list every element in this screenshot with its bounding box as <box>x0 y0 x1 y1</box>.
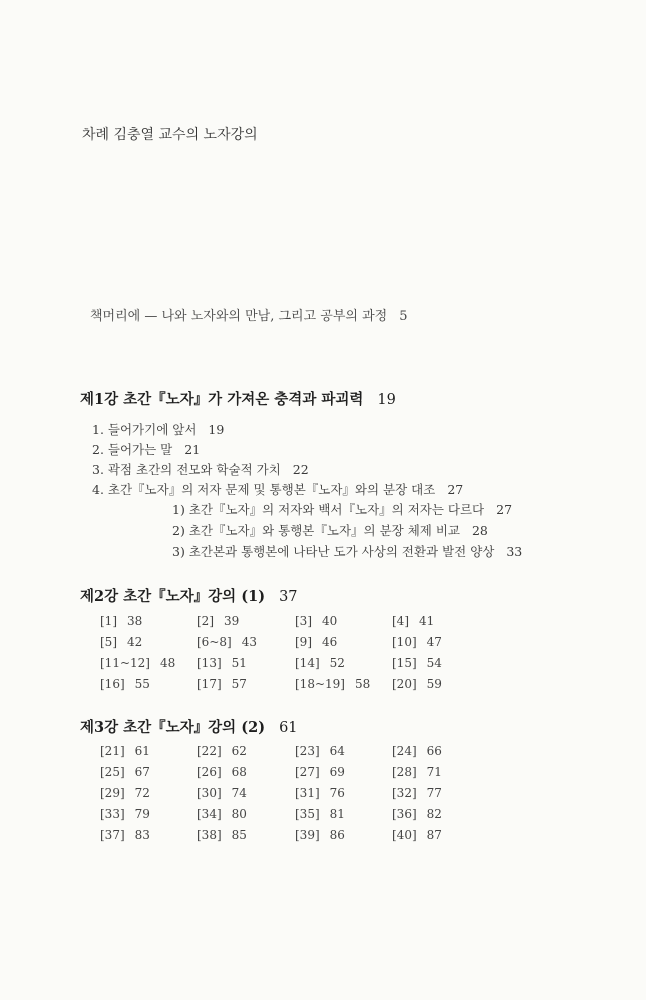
entry-key: [31] <box>295 786 320 800</box>
entry-key: [26] <box>197 765 222 779</box>
entry-key: [32] <box>392 786 417 800</box>
entry-page: 81 <box>329 807 345 821</box>
entry-page: 66 <box>426 744 442 758</box>
grid-entry[interactable] <box>392 828 442 842</box>
grid-entry[interactable] <box>295 677 370 691</box>
entry-page: 48 <box>159 656 176 670</box>
toc-item-label: 1) 초간『노자』의 저자와 백서『노자』의 저자는 다르다 <box>172 502 485 517</box>
entry-key: [3] <box>295 614 312 628</box>
entry-page: 39 <box>224 614 240 628</box>
grid-entry[interactable] <box>197 614 239 628</box>
entry-page: 61 <box>134 744 150 758</box>
entry-key: [25] <box>100 765 125 779</box>
entry-key: [5] <box>100 635 117 649</box>
grid-entry[interactable] <box>295 765 345 779</box>
lecture-title-text: 제3강 초간『노자』강의 (2) <box>80 719 266 736</box>
entry-page: 83 <box>134 828 150 842</box>
entry-page: 55 <box>134 677 150 691</box>
grid-entry[interactable] <box>295 656 345 670</box>
lecture-title-text: 제2강 초간『노자』강의 (1) <box>80 588 266 605</box>
entry-key: [36] <box>392 807 417 821</box>
grid-entry[interactable] <box>100 807 150 821</box>
entry-page: 57 <box>231 677 247 691</box>
toc-item-page: 27 <box>447 482 464 497</box>
entry-page: 67 <box>134 765 150 779</box>
toc-subitem[interactable] <box>172 500 512 518</box>
entry-page: 52 <box>329 656 345 670</box>
entry-page: 71 <box>426 765 442 779</box>
entry-key: [29] <box>100 786 125 800</box>
entry-page: 82 <box>426 807 442 821</box>
grid-entry[interactable] <box>392 635 442 649</box>
entry-key: [9] <box>295 635 312 649</box>
entry-page: 68 <box>231 765 247 779</box>
lecture-3-title[interactable] <box>80 716 298 737</box>
toc-item-page: 21 <box>184 442 201 457</box>
entry-page: 58 <box>354 677 371 691</box>
grid-entry[interactable] <box>100 828 150 842</box>
grid-entry[interactable] <box>295 807 345 821</box>
grid-entry[interactable] <box>392 786 442 800</box>
page-header: 차례 김충열 교수의 노자강의 <box>82 127 258 143</box>
entry-key: [11~12] <box>100 656 150 670</box>
grid-entry[interactable] <box>392 614 434 628</box>
entry-page: 42 <box>127 635 143 649</box>
entry-key: [28] <box>392 765 417 779</box>
entry-key: [35] <box>295 807 320 821</box>
entry-page: 72 <box>134 786 150 800</box>
entry-page: 69 <box>329 765 345 779</box>
grid-entry[interactable] <box>197 786 247 800</box>
entry-key: [40] <box>392 828 417 842</box>
grid-entry[interactable] <box>100 656 175 670</box>
grid-entry[interactable] <box>100 635 142 649</box>
grid-entry[interactable] <box>295 614 337 628</box>
grid-entry[interactable] <box>100 614 142 628</box>
toc-item-page: 19 <box>208 422 225 437</box>
grid-entry[interactable] <box>392 765 442 779</box>
preface-page: 5 <box>399 309 408 324</box>
entry-page: 40 <box>322 614 338 628</box>
grid-entry[interactable] <box>392 744 442 758</box>
entry-key: [2] <box>197 614 214 628</box>
entry-key: [13] <box>197 656 222 670</box>
lecture-1-title[interactable] <box>80 388 396 409</box>
entry-key: [10] <box>392 635 417 649</box>
lecture-page: 37 <box>279 589 298 605</box>
toc-item-label: 2. 들어가는 말 <box>92 442 173 457</box>
entry-key: [16] <box>100 677 125 691</box>
entry-key: [1] <box>100 614 117 628</box>
toc-item[interactable] <box>92 440 200 458</box>
grid-entry[interactable] <box>295 786 345 800</box>
preface-title: 책머리에 — 나와 노자와의 만남, 그리고 공부의 과정 <box>90 309 388 324</box>
entry-key: [17] <box>197 677 222 691</box>
toc-item-label: 1. 들어가기에 앞서 <box>92 422 197 437</box>
lecture-page: 61 <box>279 720 298 736</box>
entry-key: [21] <box>100 744 125 758</box>
entry-page: 38 <box>127 614 143 628</box>
entry-page: 87 <box>426 828 442 842</box>
entry-key: [34] <box>197 807 222 821</box>
entry-key: [14] <box>295 656 320 670</box>
grid-entry[interactable] <box>197 744 247 758</box>
toc-item-page: 27 <box>496 502 513 517</box>
toc-item-label: 3. 곽점 초간의 전모와 학술적 가치 <box>92 462 281 477</box>
entry-page: 51 <box>231 656 247 670</box>
entry-key: [20] <box>392 677 417 691</box>
toc-item-label: 3) 초간본과 통행본에 나타난 도가 사상의 전환과 발전 양상 <box>172 544 495 559</box>
entry-page: 54 <box>426 656 442 670</box>
grid-entry[interactable] <box>295 635 337 649</box>
grid-entry[interactable] <box>392 807 442 821</box>
toc-subitem[interactable] <box>172 521 488 539</box>
toc-subitem[interactable] <box>172 542 522 560</box>
grid-entry[interactable] <box>197 828 247 842</box>
entry-key: [37] <box>100 828 125 842</box>
preface-entry[interactable] <box>90 305 408 324</box>
grid-entry[interactable] <box>100 765 150 779</box>
entry-page: 64 <box>329 744 345 758</box>
toc-item[interactable] <box>92 480 463 498</box>
grid-entry[interactable] <box>100 677 150 691</box>
entry-page: 74 <box>231 786 247 800</box>
entry-page: 86 <box>329 828 345 842</box>
entry-page: 46 <box>322 635 338 649</box>
entry-page: 77 <box>426 786 442 800</box>
toc-item-label: 2) 초간『노자』와 통행본『노자』의 분장 체제 비교 <box>172 523 460 538</box>
grid-entry[interactable] <box>100 786 150 800</box>
grid-entry[interactable] <box>197 656 247 670</box>
toc-item-page: 22 <box>292 462 309 477</box>
entry-key: [23] <box>295 744 320 758</box>
grid-entry[interactable] <box>392 656 442 670</box>
entry-key: [33] <box>100 807 125 821</box>
lecture-title-text: 제1강 초간『노자』가 가져온 충격과 파괴력 <box>80 391 364 408</box>
entry-page: 76 <box>329 786 345 800</box>
grid-entry[interactable] <box>295 744 345 758</box>
toc-item[interactable] <box>92 420 224 438</box>
toc-item-label: 4. 초간『노자』의 저자 문제 및 통행본『노자』와의 분장 대조 <box>92 482 436 497</box>
entry-key: [27] <box>295 765 320 779</box>
entry-page: 43 <box>241 635 257 649</box>
entry-page: 62 <box>231 744 247 758</box>
entry-key: [39] <box>295 828 320 842</box>
entry-key: [30] <box>197 786 222 800</box>
entry-page: 85 <box>231 828 247 842</box>
grid-entry[interactable] <box>392 677 442 691</box>
grid-entry[interactable] <box>197 677 247 691</box>
entry-page: 47 <box>426 635 442 649</box>
entry-page: 80 <box>231 807 247 821</box>
entry-page: 79 <box>134 807 150 821</box>
entry-page: 59 <box>426 677 442 691</box>
toc-item-page: 33 <box>506 544 523 559</box>
grid-entry[interactable] <box>197 635 257 649</box>
lecture-2-title[interactable] <box>80 585 298 606</box>
toc-item-page: 28 <box>471 523 488 538</box>
grid-entry[interactable] <box>197 807 247 821</box>
entry-key: [38] <box>197 828 222 842</box>
entry-key: [15] <box>392 656 417 670</box>
grid-entry[interactable] <box>295 828 345 842</box>
entry-key: [6~8] <box>197 635 232 649</box>
entry-key: [4] <box>392 614 409 628</box>
entry-key: [22] <box>197 744 222 758</box>
lecture-page: 19 <box>377 392 396 408</box>
grid-entry[interactable] <box>100 744 150 758</box>
grid-entry[interactable] <box>197 765 247 779</box>
entry-key: [24] <box>392 744 417 758</box>
entry-page: 41 <box>419 614 435 628</box>
toc-item[interactable] <box>92 460 309 478</box>
entry-key: [18~19] <box>295 677 345 691</box>
